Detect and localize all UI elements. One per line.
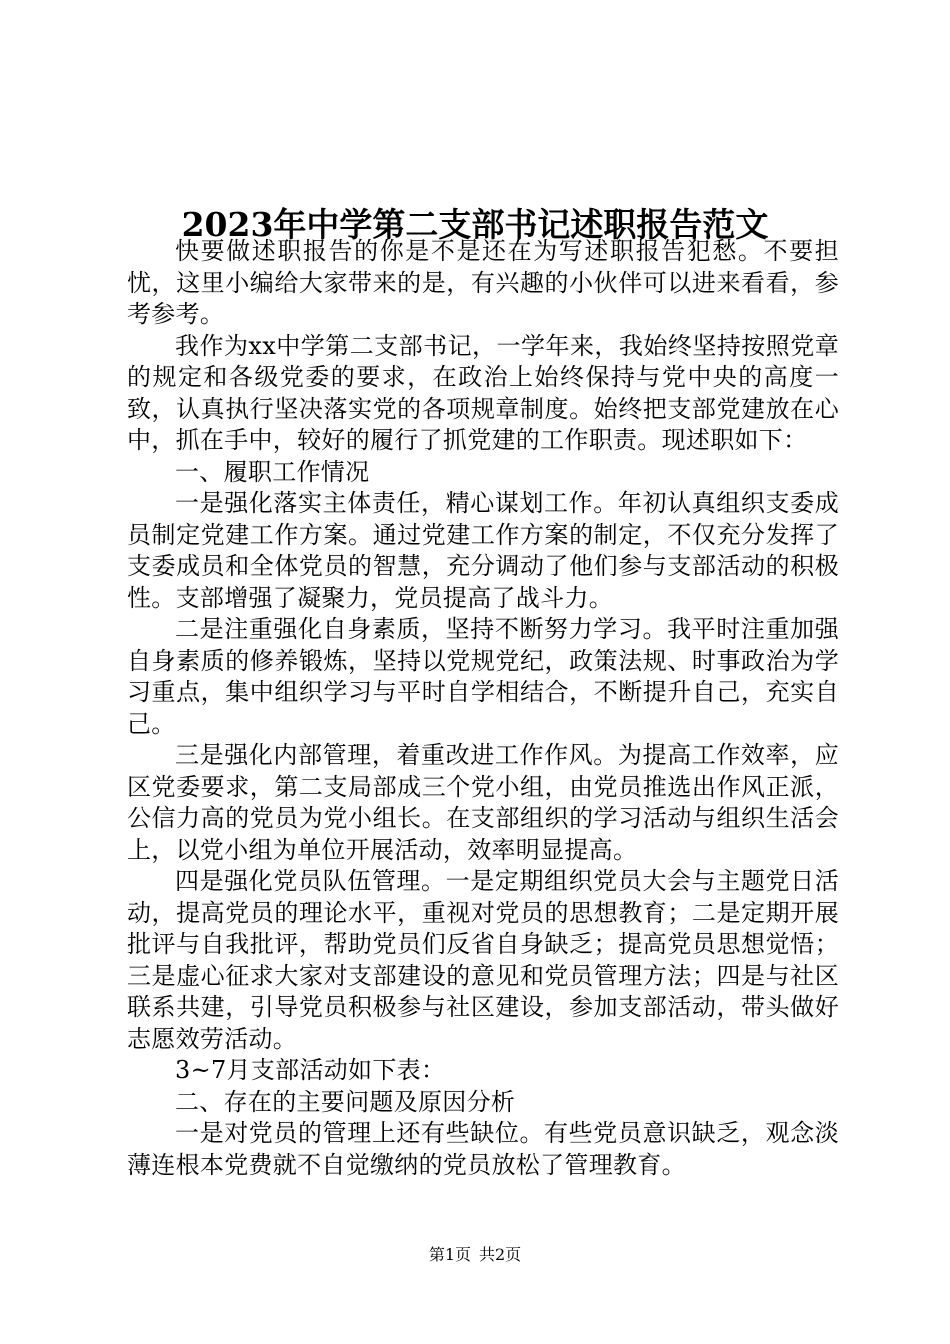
paragraph-statement: 我作为xx中学第二支部书记，一学年来，我始终坚持按照党章的规定和各级党委的要求，在政治上始终保持与党中央的高度一致，认真执行坚决落实党的各项规章制度。始终把支部党建放在心中，抓在手中，较好的履行了抓党建的工作职责。现述职如下： <box>127 331 839 454</box>
paragraph-problem-1: 一是对党员的管理上还有些缺位。有些党员意识缺乏，观念淡薄连根本党费就不自觉缴纳的党员放松了管理教育。 <box>127 1119 839 1179</box>
page-number: 第1页 <box>428 1245 471 1264</box>
document-body <box>127 236 839 1181</box>
page-total: 共2页 <box>479 1245 522 1264</box>
section-heading-problems: 二、存在的主要问题及原因分析 <box>175 1087 516 1116</box>
paragraph-item-3: 三是强化内部管理，着重改进工作作风。为提高工作效率，应区党委要求，第二支局部成三个党小组，由党员推选出作风正派，公信力高的党员为党小组长。在支部组织的学习活动与组织生活会上，以党小组为单位开展活动，效率明显提高。 <box>127 741 839 864</box>
paragraph-item-2: 二是注重强化自身素质，坚持不断努力学习。我平时注重加强自身素质的修养锻炼，坚持以党规党纪，政策法规、时事政治为学习重点，集中组织学习与平时自学相结合，不断提升自己，充实自己。 <box>127 615 839 738</box>
paragraph-item-1: 一是强化落实主体责任，精心谋划工作。年初认真组织支委成员制定党建工作方案。通过党建工作方案的制定，不仅充分发挥了支委成员和全体党员的智慧，充分调动了他们参与支部活动的积极性。支部增强了凝聚力，党员提高了战斗力。 <box>127 489 839 612</box>
page-footer <box>0 1244 950 1266</box>
paragraph-item-4: 四是强化党员队伍管理。一是定期组织党员大会与主题党日活动，提高党员的理论水平，重视对党员的思想教育；二是定期开展批评与自我批评，帮助党员们反省自身缺乏；提高党员思想觉悟；三是虚心征求大家对支部建设的意见和党员管理方法；四是与社区联系共建，引导党员积极参与社区建设，参加支部活动，带头做好志愿效劳活动。 <box>127 867 839 1053</box>
paragraph-table-intro: 3~7月支部活动如下表： <box>175 1056 446 1084</box>
document-title: 2023年中学第二支部书记述职报告范文 <box>181 205 769 245</box>
paragraph-intro: 快要做述职报告的你是不是还在为写述职报告犯愁。不要担忧，这里小编给大家带来的是，有兴趣的小伙伴可以进来看看，参考参考。 <box>127 237 839 328</box>
section-heading-duties: 一、履职工作情况 <box>175 457 370 486</box>
